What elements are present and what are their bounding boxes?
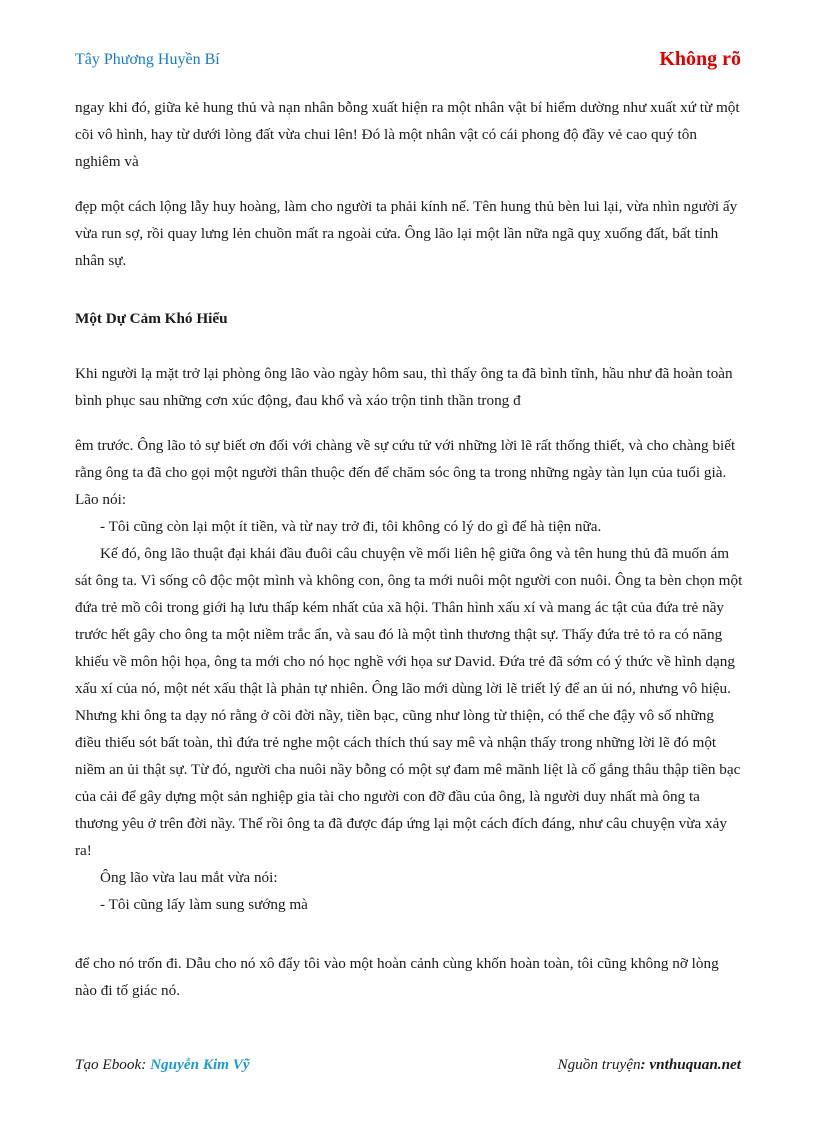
dialogue-line: - Tôi cũng còn lại một ít tiền, và từ nay trở đi, tôi không có lý do gì để hà tiện nữa. bbox=[100, 518, 602, 535]
paragraph-block-4 bbox=[75, 432, 743, 918]
source-label: Nguồn truyện bbox=[557, 1056, 641, 1073]
paragraph: để cho nó trốn đi. Dẫu cho nó xô đẩy tôi vào một hoàn cảnh cùng khốn hoàn toàn, tôi cũng không nỡ lòng nào đi tố giác nó. bbox=[75, 955, 719, 999]
section-heading: Một Dự Cảm Khó Hiểu bbox=[75, 310, 228, 327]
ebook-label: Tạo Ebook bbox=[75, 1056, 142, 1073]
dialogue-line: - Tôi cũng lấy làm sung sướng mà bbox=[100, 896, 308, 913]
paragraph-block-2 bbox=[75, 193, 743, 274]
paragraph: ngay khi đó, giữa kẻ hung thủ và nạn nhân bỗng xuất hiện ra một nhân vật bí hiểm dường như xuất xứ từ một cõi vô hình, hay từ dưới lòng đất vừa chui lên! Đó là một nhân vật có cái phong độ đầy vẻ cao quý tôn nghiêm và bbox=[75, 99, 740, 170]
source-site[interactable]: vnthuquan.net bbox=[649, 1056, 741, 1073]
paragraph-block-5 bbox=[75, 950, 743, 1004]
paragraph: Khi người lạ mặt trở lại phòng ông lão vào ngày hôm sau, thì thấy ông ta đã bình tĩnh, hầu như đã hoàn toàn bình phục sau những cơn xúc động, đau khổ và xáo trộn tinh thần trong đ bbox=[75, 365, 733, 409]
ebook-author: Nguyễn Kim Vỹ bbox=[150, 1056, 250, 1073]
book-title: Tây Phương Huyền Bí bbox=[75, 51, 220, 68]
book-author: Không rõ bbox=[659, 48, 741, 70]
source-separator: : bbox=[640, 1056, 650, 1073]
ebook-separator: : bbox=[141, 1056, 151, 1073]
source-credit bbox=[557, 1056, 741, 1074]
paragraph: Ông lão vừa lau mắt vừa nói: bbox=[100, 869, 278, 886]
paragraph: đẹp một cách lộng lẫy huy hoàng, làm cho người ta phải kính nể. Tên hung thủ bèn lui lại, vừa nhìn người ấy vừa run sợ, rồi quay lưng lẻn chuồn mất ra ngoài cửa. Ông lão lại một lần nữa ngã quỵ xuống đất, bất tỉnh nhân sự. bbox=[75, 198, 738, 269]
section-heading-block bbox=[75, 305, 743, 332]
paragraph-block-1 bbox=[75, 94, 743, 175]
paragraph-block-3 bbox=[75, 360, 743, 414]
paragraph: êm trước. Ông lão tỏ sự biết ơn đối với chàng về sự cứu tử với những lời lẽ rất thống thiết, và cho chàng biết rằng ông ta đã cho gọi một người thân thuộc đến để chăm sóc ông ta trong những ngày tàn lụn của tuổi già. Lão nói: bbox=[75, 437, 736, 508]
ebook-credit bbox=[75, 1056, 250, 1074]
paragraph: Kế đó, ông lão thuật đại khái đầu đuôi câu chuyện về mối liên hệ giữa ông và tên hung thủ đã muốn ám sát ông ta. Vì sống cô độc một mình và không con, ông ta mới nuôi một người con nuôi. Ông ta bèn chọn một đứa trẻ mồ côi trong giới hạ lưu thấp kém nhất của xã hội. Thân hình xấu xí và mang ác tật của đứa trẻ nầy trước hết gây cho ông ta một niềm trắc ẩn, và sau đó là một tình thương thật sự. Thấy đứa trẻ tỏ ra có năng khiếu về môn hội họa, ông ta mới cho nó học nghề với họa sư David. Đứa trẻ đã sớm có ý thức về hình dạng xấu xí của nó, một nét xấu thật là phản tự nhiên. Ông lão mới dùng lời lẽ triết lý để an ủi nó, nhưng vô hiệu. Nhưng khi ông ta dạy nó rằng ở cõi đời nầy, tiền bạc, cũng như lòng từ thiện, có thể che đậy vô số những điều thiếu sót bất toàn, thì đứa trẻ nghe một cách thích thú say mê và nhận thấy trong những lời lẽ đó một niềm an ủi thật sự. Từ đó, người cha nuôi nầy bỗng có một sự đam mê mãnh liệt là cố gắng thâu thập tiền bạc của cải để gây dựng một sản nghiệp gia tài cho người con đỡ đầu của ông, là người duy nhất mà ông ta thương yêu ở trên đời nầy. Thế rồi ông ta đã được đáp ứng lại một cách đích đáng, như câu chuyện vừa xảy ra! bbox=[75, 545, 743, 859]
